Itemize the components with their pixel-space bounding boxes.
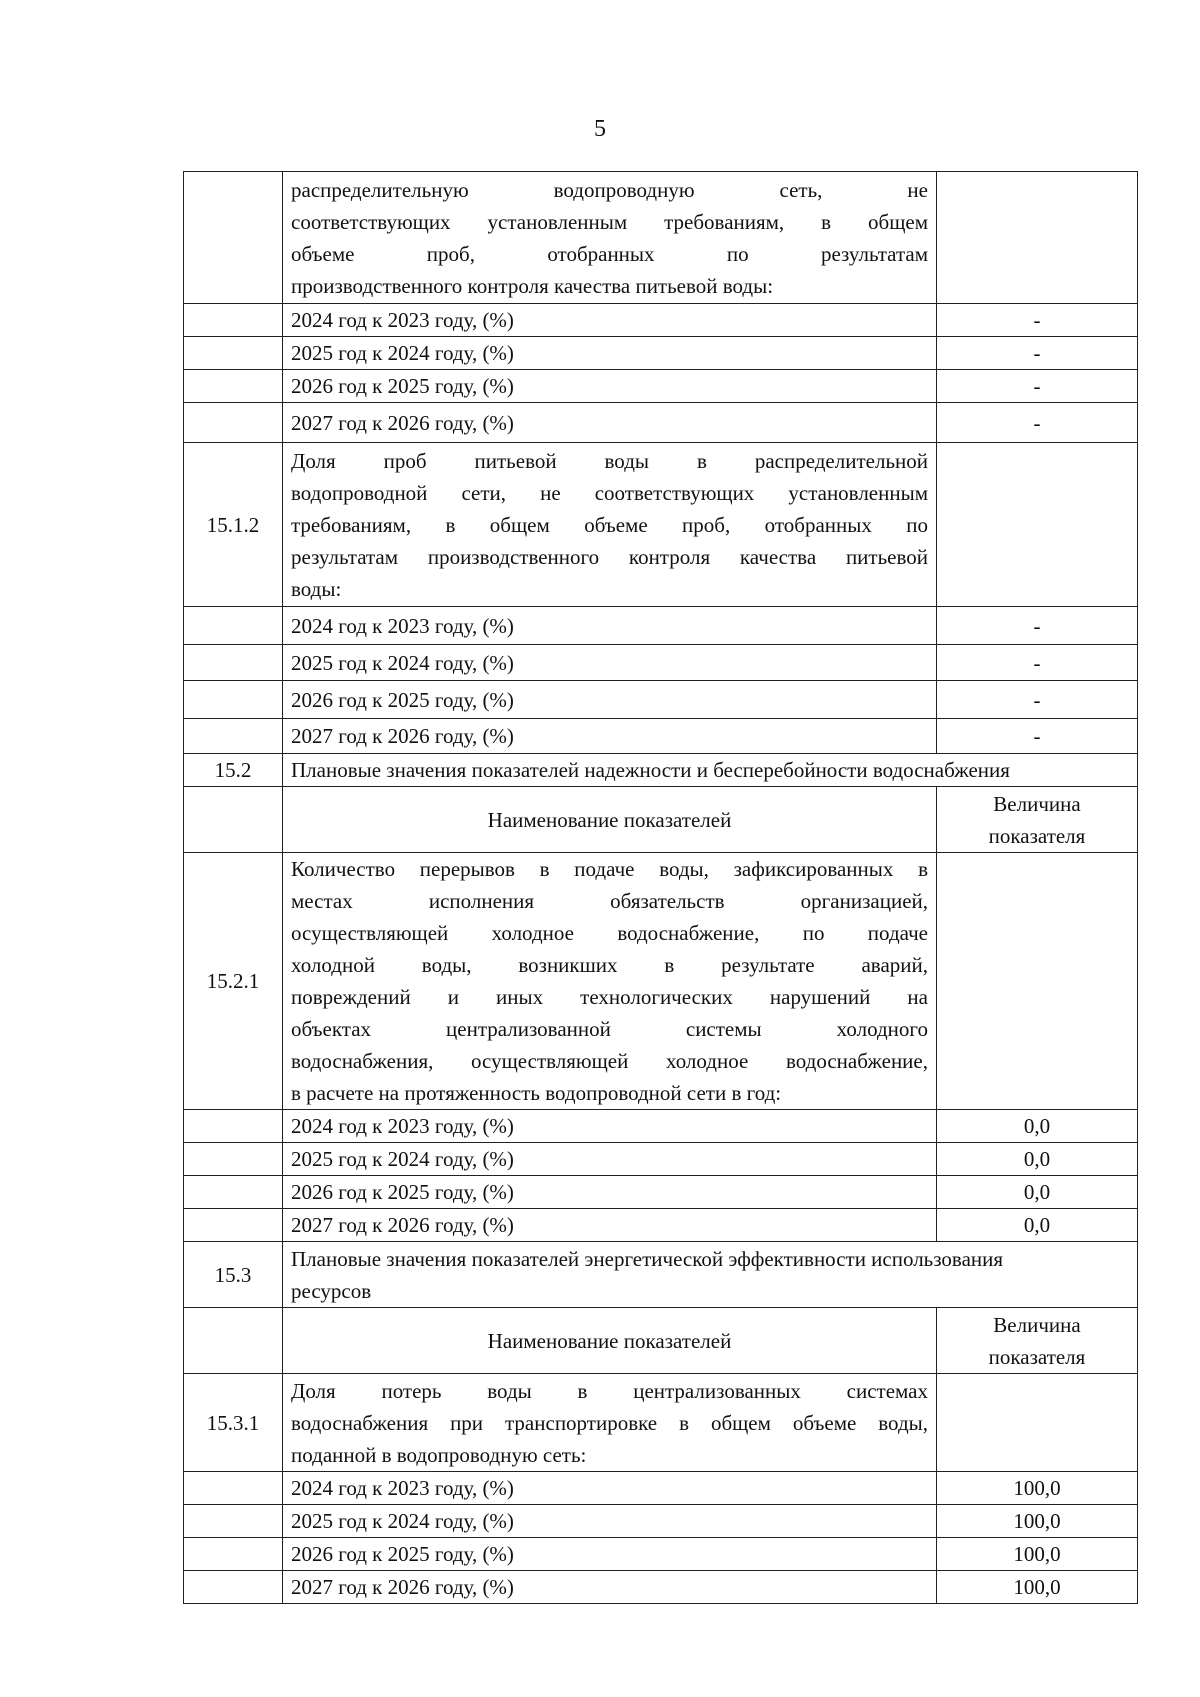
indicator-value: -	[937, 337, 1138, 370]
year-label: 2024 год к 2023 году, (%)	[283, 1110, 937, 1143]
table-row	[184, 1538, 1138, 1571]
indicator-value: 0,0	[937, 1143, 1138, 1176]
header-row	[184, 1308, 1138, 1374]
item-number-cell	[184, 403, 283, 443]
year-label: 2025 год к 2024 году, (%)	[283, 1505, 937, 1538]
year-label: 2024 год к 2023 году, (%)	[283, 304, 937, 337]
item-number-cell	[184, 1538, 283, 1571]
description-line: производственного контроля качества питьевой воды:	[291, 273, 774, 298]
description-line: Доля потерь воды в централизованных системах	[291, 1378, 928, 1403]
section-number: 15.3	[184, 1242, 283, 1308]
indicator-value: 100,0	[937, 1538, 1138, 1571]
description-line: объектах централизованной системы холодного	[291, 1017, 928, 1041]
page-number: 5	[594, 116, 606, 142]
item-number-cell	[184, 1472, 283, 1505]
indicator-value: 100,0	[937, 1505, 1138, 1538]
item-number-cell	[184, 645, 283, 681]
item-number-cell	[184, 1209, 283, 1242]
header-row	[184, 787, 1138, 853]
description-line: Количество перерывов в подаче воды, зафиксированных в	[291, 857, 928, 881]
column-header-value	[937, 787, 1138, 853]
item-number-cell	[184, 607, 283, 645]
section-title	[283, 1242, 1138, 1308]
item-number-cell	[184, 172, 283, 304]
item-number-cell	[184, 1143, 283, 1176]
year-label: 2026 год к 2025 году, (%)	[283, 1538, 937, 1571]
table-row	[184, 172, 1138, 304]
value-cell	[937, 1374, 1138, 1472]
year-label: 2025 год к 2024 году, (%)	[283, 1143, 937, 1176]
table-row	[184, 1143, 1138, 1176]
item-number-cell	[184, 1110, 283, 1143]
header-value-line: показателя	[988, 1344, 1086, 1369]
table-row	[184, 403, 1138, 443]
item-number-cell	[184, 719, 283, 754]
year-label: 2026 год к 2025 году, (%)	[283, 681, 937, 719]
year-label: 2026 год к 2025 году, (%)	[283, 370, 937, 403]
year-label: 2027 год к 2026 году, (%)	[283, 719, 937, 754]
table-row	[184, 1505, 1138, 1538]
description-line: воды:	[291, 576, 342, 601]
indicator-value: -	[937, 681, 1138, 719]
description-line: распределительную водопроводную сеть, не	[291, 177, 928, 202]
item-number: 15.2.1	[184, 853, 283, 1110]
item-number-cell	[184, 1176, 283, 1209]
indicator-value: -	[937, 719, 1138, 754]
year-label: 2025 год к 2024 году, (%)	[283, 645, 937, 681]
value-cell	[937, 443, 1138, 607]
table-row	[184, 370, 1138, 403]
description-line: объеме проб, отобранных по результатам	[291, 241, 928, 266]
description-line: водопроводной сети, не соответствующих установленным	[291, 480, 928, 505]
header-value-line: показателя	[988, 823, 1086, 848]
column-header-name: Наименование показателей	[283, 787, 937, 853]
item-number-cell	[184, 1505, 283, 1538]
item-number-cell	[184, 304, 283, 337]
section-title: Плановые значения показателей надежности и бесперебойности водоснабжения	[283, 754, 1138, 787]
description-line: холодной воды, возникших в результате аварий,	[291, 953, 928, 977]
column-header-name: Наименование показателей	[283, 1308, 937, 1374]
description-line: водоснабжения при транспортировке в общем объеме воды,	[291, 1410, 928, 1435]
table-row	[184, 337, 1138, 370]
item-number-cell	[184, 681, 283, 719]
description-line: поданной в водопроводную сеть:	[291, 1442, 587, 1467]
description-line: результатам производственного контроля качества питьевой	[291, 544, 928, 569]
section-title-line: Плановые значения показателей энергетической эффективности использования	[291, 1246, 1004, 1271]
table-row	[184, 719, 1138, 754]
column-header-value	[937, 1308, 1138, 1374]
year-label: 2027 год к 2026 году, (%)	[283, 1209, 937, 1242]
indicator-description	[283, 443, 937, 607]
section-number: 15.2	[184, 754, 283, 787]
indicator-description	[283, 1374, 937, 1472]
item-number: 15.1.2	[184, 443, 283, 607]
section-title-line: ресурсов	[291, 1278, 372, 1303]
indicator-value: 100,0	[937, 1571, 1138, 1604]
value-cell	[937, 172, 1138, 304]
indicator-value: -	[937, 403, 1138, 443]
table-row	[184, 1176, 1138, 1209]
description-line: местах исполнения обязательств организацией,	[291, 889, 928, 913]
description-line: соответствующих установленным требованиям, в общем	[291, 209, 928, 234]
description-line: Доля проб питьевой воды в распределительной	[291, 448, 928, 473]
indicator-value: 0,0	[937, 1110, 1138, 1143]
indicator-value: -	[937, 370, 1138, 403]
indicator-value: -	[937, 607, 1138, 645]
indicator-description	[283, 172, 937, 304]
header-value-line: Величина	[993, 791, 1081, 816]
table-row	[184, 1374, 1138, 1472]
description-line: водоснабжения, осуществляющей холодное водоснабжение,	[291, 1049, 928, 1073]
table-row	[184, 1209, 1138, 1242]
year-label: 2027 год к 2026 году, (%)	[283, 1571, 937, 1604]
year-label: 2027 год к 2026 году, (%)	[283, 403, 937, 443]
item-number-cell	[184, 370, 283, 403]
item-number-cell	[184, 337, 283, 370]
table-row	[184, 681, 1138, 719]
table-row	[184, 1571, 1138, 1604]
year-label: 2024 год к 2023 году, (%)	[283, 607, 937, 645]
item-number: 15.3.1	[184, 1374, 283, 1472]
indicator-value: 0,0	[937, 1176, 1138, 1209]
table-row	[184, 1110, 1138, 1143]
table-row	[184, 645, 1138, 681]
value-cell	[937, 853, 1138, 1110]
year-label: 2026 год к 2025 году, (%)	[283, 1176, 937, 1209]
table-row	[184, 853, 1138, 1110]
table-row	[184, 443, 1138, 607]
year-label: 2025 год к 2024 году, (%)	[283, 337, 937, 370]
description-line: осуществляющей холодное водоснабжение, по подаче	[291, 921, 928, 945]
section-row	[184, 754, 1138, 787]
description-line: повреждений и иных технологических нарушений на	[291, 985, 928, 1009]
indicator-value: -	[937, 645, 1138, 681]
indicator-value: -	[937, 304, 1138, 337]
description-line: в расчете на протяженность водопроводной сети в год:	[291, 1081, 782, 1105]
table-row	[184, 1472, 1138, 1505]
indicators-table	[183, 171, 1138, 1604]
header-value-line: Величина	[993, 1312, 1081, 1337]
item-number-cell	[184, 787, 283, 853]
table-row	[184, 607, 1138, 645]
description-line: требованиям, в общем объеме проб, отобранных по	[291, 512, 928, 537]
indicator-description	[283, 853, 937, 1110]
indicator-value: 100,0	[937, 1472, 1138, 1505]
table-row	[184, 304, 1138, 337]
indicator-value: 0,0	[937, 1209, 1138, 1242]
item-number-cell	[184, 1571, 283, 1604]
section-row	[184, 1242, 1138, 1308]
item-number-cell	[184, 1308, 283, 1374]
year-label: 2024 год к 2023 году, (%)	[283, 1472, 937, 1505]
